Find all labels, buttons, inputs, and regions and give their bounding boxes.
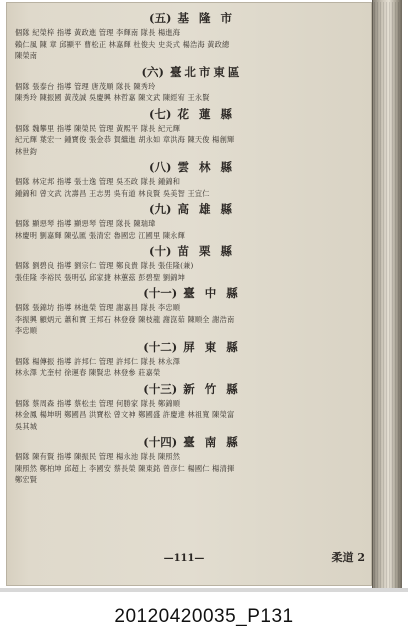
roster-line: 紀元輝 葉宏一 鍾寶俊 張金恭 賀繼進 胡永如 章洪海 陳天俊 楊創輝	[15, 135, 235, 144]
roster-line: 個隊 蔡周森 指導 蔡松圭 管理 何勝家 隊長 鄭錦順	[15, 398, 181, 408]
team-section	[15, 435, 369, 486]
roster-line: 個隊 紀榮梓 指導 黃政進 管理 李輝南 隊長 楊進海	[15, 28, 181, 37]
section-title: 臺 中 縣	[183, 286, 241, 300]
book-page	[6, 2, 372, 586]
roster-line: 個隊 張錦坊 指導 林進榮 管理 謝嘉昌 隊長 李忠順	[15, 303, 181, 312]
section-title: 臺 南 縣	[183, 435, 241, 449]
team-section	[15, 286, 369, 337]
team-section	[15, 107, 369, 158]
section-title: 高 雄 縣	[177, 202, 235, 216]
page-bottom-shadow	[0, 588, 408, 592]
section-heading	[15, 382, 369, 396]
section-number: (十三)	[143, 381, 178, 396]
section-title: 屏 東 縣	[183, 339, 241, 354]
section-heading	[15, 160, 369, 174]
roster-line: 個隊 顯惡琴 指導 顯惡琴 管理 隊長 陳瑞瑋	[15, 219, 156, 228]
roster-line: 個隊 楊傳振 指導 許邦仁 管理 許邦仁 隊長 林永澤	[15, 356, 181, 366]
roster-line: 林世鈞	[15, 146, 38, 156]
section-number: (五)	[149, 11, 172, 25]
page-content	[15, 9, 369, 489]
roster-line: 鄭宏賢	[15, 475, 38, 484]
roster-line: 個隊 張泰台 指導 管理 唐茂順 隊長 陳秀玲	[15, 81, 156, 91]
roster-line: 個隊 陳有賢 指導 陳振民 管理 楊永池 隊長 陳照然	[15, 452, 181, 461]
roster-line: 鍾錦和 曾文武 沈壽昌 王志男 吳有道 林良賢 吳美智 王宜仁	[15, 188, 210, 198]
section-number: (十)	[149, 244, 172, 258]
section-heading	[15, 65, 369, 79]
section-number: (六)	[141, 64, 164, 79]
page-stack-edges	[374, 2, 400, 588]
section-title: 新 竹 縣	[183, 381, 241, 396]
roster-line: 林慶明 劉嘉輝 陳弘匯 張清宏 魯國忠 江國里 陳永輝	[15, 230, 186, 240]
roster-line: 個隊 魏攀里 指導 陳榮民 管理 黃熙平 隊長 紀元輝	[15, 123, 181, 133]
section-title: 苗 栗 縣	[177, 244, 235, 258]
section-number: (八)	[149, 160, 172, 174]
team-section	[15, 202, 369, 241]
team-section	[15, 244, 369, 283]
team-section	[15, 65, 369, 104]
image-caption: 20120420035_P131	[114, 606, 294, 627]
section-heading	[15, 340, 369, 354]
section-title: 基 隆 市	[177, 11, 235, 25]
roster-line: 個隊 林定邦 指導 張士逸 管理 吳丕政 隊長 鍾錦和	[15, 177, 181, 186]
section-number: (七)	[149, 106, 172, 121]
section-number: (九)	[149, 202, 172, 216]
roster-line: 林永澤 尤奎村 徐運春 陳賢忠 林登參 莊嘉榮	[15, 368, 161, 377]
page-number: —111—	[163, 553, 205, 564]
section-number: (十四)	[143, 435, 178, 449]
section-heading	[15, 286, 369, 300]
team-section	[15, 340, 369, 379]
roster-line: 陳照然 鄭柏坤 邱超上 李國安 蔡長榮 陳東銘 曾彦仁 楊國仁 楊清揮	[15, 463, 235, 473]
section-heading	[15, 202, 369, 216]
roster-line: 陳榮南	[15, 51, 38, 60]
section-heading	[15, 107, 369, 121]
section-heading	[15, 435, 369, 449]
section-title: 花 蓮 縣	[177, 106, 235, 121]
section-heading	[15, 11, 369, 25]
roster-line: 李忠順	[15, 326, 38, 335]
roster-line: 個隊 劉碧良 指導 劉宗仁 管理 鄭良貴 隊長 張佳隆(兼)	[15, 261, 194, 270]
team-section	[15, 382, 369, 433]
section-title: 臺北市東區	[169, 64, 243, 79]
team-section	[15, 11, 369, 62]
roster-line: 賴仁風 陳 章 邱顯平 曹松正 林嘉輝 杜俊夫 史炎式 楊浩海 黃政總	[15, 39, 230, 49]
roster-line: 陳秀玲 陳振國 黃茂誠 吳慶興 林哲嘉 陳文武 陳經宥 王永賢	[15, 93, 210, 102]
roster-line: 林金鳳 楊坤明 鄭國昌 洪寶松 曾文神 鄭國盛 許慶達 林祖寬 陳榮富	[15, 410, 235, 419]
roster-line: 張佳隆 李裕民 張明弘 邱家捷 林蕙茲 彭碧聖 劉錦坤	[15, 272, 186, 282]
roster-line: 吳其城	[15, 421, 38, 431]
section-number: (十一)	[143, 286, 178, 300]
running-head: 柔道 2	[331, 551, 365, 564]
team-section	[15, 160, 369, 199]
section-title: 雲 林 縣	[177, 160, 235, 174]
section-heading	[15, 244, 369, 258]
section-number: (十二)	[143, 339, 178, 354]
roster-line: 李振興 顧炳元 蕭和寶 王邦石 林登發 陳枝龍 謝崑茹 陳順全 謝浩南	[15, 314, 235, 324]
